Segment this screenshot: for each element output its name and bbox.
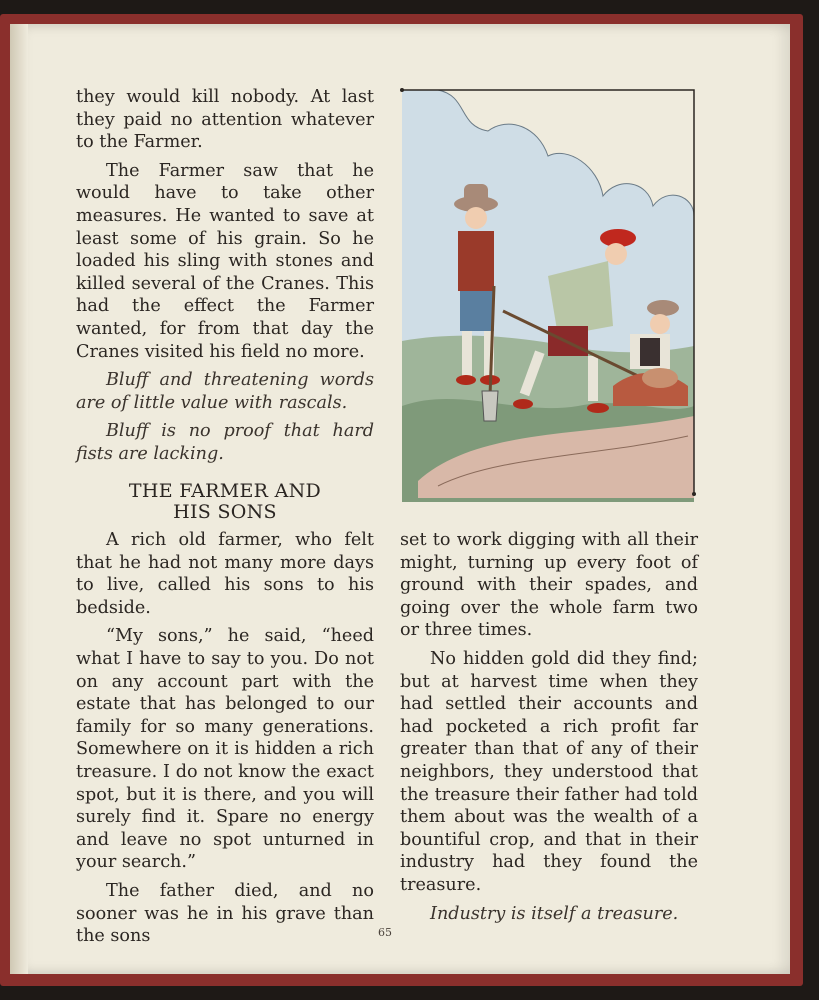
paragraph: The father died, and no sooner was he in his grave than the sons (76, 880, 374, 947)
breeches (460, 291, 494, 331)
moral-text: Bluff is no proof that hard fists are lacking. (76, 421, 374, 464)
frame-corner (400, 88, 404, 92)
paragraph: set to work digging with all their might, turning up every foot of ground with their spades, and going over the whole farm two or three times. (400, 530, 698, 641)
shoe (587, 403, 609, 413)
face (605, 243, 627, 265)
face (650, 314, 670, 334)
tunic (458, 231, 494, 291)
page-gutter-shadow (10, 24, 28, 974)
paragraph: A rich old farmer, who felt that he had not many more days to live, called his sons to his bedside. (76, 530, 374, 618)
earth-clod (642, 368, 678, 388)
left-column-lower (76, 529, 374, 954)
right-column (400, 529, 698, 931)
story-title (76, 481, 374, 523)
frame-corner (692, 492, 696, 496)
farmer-sons-illustration (398, 86, 698, 502)
paragraph: they would kill nobody. At last they paid no attention whatever to the Farmer. (76, 87, 374, 153)
stocking (588, 356, 598, 401)
vest (640, 338, 660, 366)
stocking (462, 331, 472, 376)
story-title-line: HIS SONS (173, 501, 277, 523)
paragraph: The Farmer saw that he would have to take other measures. He wanted to save at least some of his grain. So he loaded his sling with stones and killed several of the Cranes. This had the effect the Farmer wanted, for from that day the Cranes visited his field no more. (76, 160, 374, 362)
paragraph: No hidden gold did they find; but at harvest time when they had settled their accounts and had pocketed a rich profit far greater than that of any of their neighbors, they understood that the treasure their father had told them about was the wealth of a bountiful crop, and that in their industry had they found the treasure. (400, 648, 698, 895)
story-title-line: THE FARMER AND (128, 480, 322, 502)
paragraph: “My sons,” he said, “heed what I have to say to you. Do not on any account part with the estate that has belonged to our family for so many generations. Somewhere on it is hidden a rich treasure. I do not know the exact spot, but it is there, and you will surely find it. Spare no energy and leave no spot unturned in your search.” (76, 626, 374, 873)
hat-crown (464, 184, 488, 206)
moral-text: Industry is itself a treasure. (430, 903, 679, 924)
hat (647, 300, 679, 316)
shoe (513, 399, 533, 409)
face (465, 207, 487, 229)
left-column-upper (76, 86, 374, 472)
shoe (456, 375, 476, 385)
moral-text: Bluff and threatening words are of little value with rascals. (76, 370, 374, 413)
page-number: 65 (378, 926, 392, 939)
spade-blade (482, 391, 498, 421)
